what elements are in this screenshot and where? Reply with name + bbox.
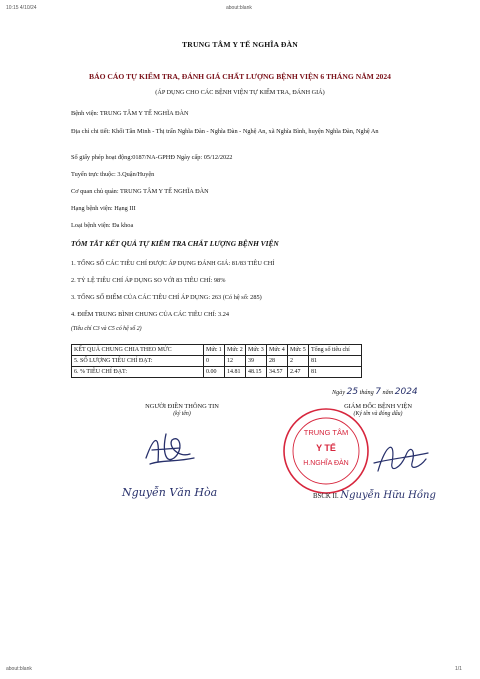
director-note: (Ký tên và đóng dấu) <box>353 411 403 417</box>
info-agency: Cơ quan chủ quản: TRUNG TÂM Y TẾ NGHĨA ĐÀN <box>71 188 209 195</box>
seal-line: H.NGHĨA ĐÀN <box>303 460 349 467</box>
seal-line: TRUNG TÂM <box>303 428 349 437</box>
org-name: TRUNG TÂM Y TẾ NGHĨA ĐÀN <box>182 40 298 49</box>
results-table <box>71 344 362 378</box>
date-month: 7 <box>375 387 381 397</box>
browser-url-footer: about:blank <box>6 666 32 672</box>
coefficient-note: (Tiêu chí C3 và C5 có hệ số 2) <box>71 326 142 332</box>
director-signature-icon <box>370 433 430 479</box>
table-header-row <box>72 345 362 356</box>
browser-timestamp: 10:15 4/10/24 <box>6 5 37 11</box>
table-cell: 2.47 <box>288 367 309 378</box>
table-cell: 34.57 <box>267 367 288 378</box>
summary-item: 2. TỶ LỆ TIÊU CHÍ ÁP DỤNG SO VỚI 83 TIÊU CHÍ: 98% <box>71 277 226 284</box>
table-header-cell: Mức 1 <box>204 345 225 356</box>
browser-url-header: about:blank <box>226 5 252 11</box>
director-name <box>313 490 436 501</box>
info-type: Loại bệnh viện: Đa khoa <box>71 222 134 229</box>
table-cell: 0 <box>204 356 225 367</box>
table-header-cell: Mức 5 <box>288 345 309 356</box>
date-prefix: Ngày <box>332 389 346 396</box>
page-number: 1/1 <box>455 666 462 672</box>
summary-item: 4. ĐIỂM TRUNG BÌNH CHUNG CỦA CÁC TIÊU CHÍ: 3.24 <box>71 311 230 318</box>
info-hospital: Bệnh viện: TRUNG TÂM Y TẾ NGHĨA ĐÀN <box>71 110 189 117</box>
table-row <box>72 356 362 367</box>
report-title: BÁO CÁO TỰ KIỂM TRA, ĐÁNH GIÁ CHẤT LƯỢNG BỆNH VIỆN 6 THÁNG NĂM 2024 <box>89 72 391 81</box>
date-year: 2024 <box>394 387 418 397</box>
date-day: 25 <box>346 387 359 397</box>
official-seal-icon <box>280 405 372 497</box>
info-license: Số giấy phép hoạt động:0187/NA-GPHĐ Ngày cấp: 05/12/2022 <box>71 154 233 161</box>
date-year-label: năm <box>382 389 394 396</box>
seal-line: Y TẾ <box>316 443 336 453</box>
table-cell: 48.15 <box>246 367 267 378</box>
summary-item: 3. TỔNG SỐ ĐIỂM CỦA CÁC TIÊU CHÍ ÁP DỤNG: 263 (Có hệ số: 285) <box>71 294 262 301</box>
table-cell: 5. SỐ LƯỢNG TIÊU CHÍ ĐẠT: <box>72 356 204 367</box>
signing-date <box>332 387 418 397</box>
table-cell: 12 <box>225 356 246 367</box>
table-cell: 81 <box>309 356 362 367</box>
summary-heading: TÓM TẮT KẾT QUẢ TỰ KIỂM TRA CHẤT LƯỢNG BỆNH VIỆN <box>71 239 279 248</box>
table-cell: 81 <box>309 367 362 378</box>
table-header-cell: KẾT QUẢ CHUNG CHIA THEO MỨC <box>72 345 204 356</box>
table-cell: 2 <box>288 356 309 367</box>
report-subtitle: (ÁP DỤNG CHO CÁC BỆNH VIỆN TỰ KIỂM TRA, ĐÁNH GIÁ) <box>155 89 325 96</box>
table-cell: 39 <box>246 356 267 367</box>
reporter-signature-icon <box>140 428 200 470</box>
table-header-cell: Tổng số tiêu chí <box>309 345 362 356</box>
table-header-cell: Mức 4 <box>267 345 288 356</box>
reporter-title: NGƯỜI ĐIỀN THÔNG TIN <box>145 403 219 410</box>
table-cell: 14.81 <box>225 367 246 378</box>
director-title: GIÁM ĐỐC BỆNH VIỆN <box>344 403 412 410</box>
table-cell: 0.00 <box>204 367 225 378</box>
date-month-label: tháng <box>359 389 374 396</box>
info-rank: Hạng bệnh viện: Hạng III <box>71 205 136 212</box>
director-prefix: BSCK II. <box>313 493 339 500</box>
reporter-name: Nguyễn Văn Hòa <box>122 486 218 499</box>
summary-item: 1. TỔNG SỐ CÁC TIÊU CHÍ ĐƯỢC ÁP DỤNG ĐÁNH GIÁ: 81/83 TIÊU CHÍ <box>71 260 275 267</box>
reporter-note: (ký tên) <box>173 411 191 417</box>
info-level: Tuyến trực thuộc: 3.Quận/Huyện <box>71 171 155 178</box>
table-row <box>72 367 362 378</box>
table-header-cell: Mức 3 <box>246 345 267 356</box>
director-handwritten-name: Nguyễn Hữu Hồng <box>340 490 436 501</box>
table-cell: 28 <box>267 356 288 367</box>
table-header-cell: Mức 2 <box>225 345 246 356</box>
table-cell: 6. % TIÊU CHÍ ĐẠT: <box>72 367 204 378</box>
info-address: Địa chỉ chi tiết: Khối Tân Minh - Thị trấn Nghĩa Đàn - Nghĩa Đàn - Nghệ An, xã Nghĩa Bình, huyện Nghĩa Đàn, Nghệ An <box>71 128 379 135</box>
